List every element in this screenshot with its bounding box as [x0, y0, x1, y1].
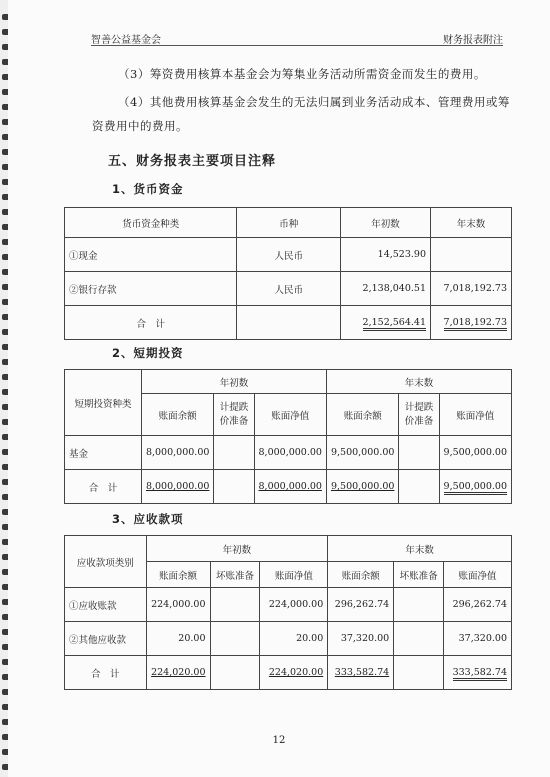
section-5-title: 五、财务报表主要项目注释: [108, 154, 277, 169]
table-row: [65, 436, 512, 470]
column-header: 计提跌价准备: [214, 394, 254, 436]
cell: 7,018,192.73: [431, 272, 512, 306]
total-row: [65, 470, 512, 504]
total-row: [65, 306, 512, 340]
column-header: 年末数: [431, 208, 512, 238]
cell: ①现金: [65, 238, 237, 272]
cell: 7,018,192.73: [444, 317, 507, 331]
cell: 2,152,564.41: [363, 317, 426, 331]
paragraph-4-line2: 资费用中的费用。: [92, 119, 188, 133]
cell: [210, 656, 260, 690]
cell: 2,138,040.51: [341, 272, 431, 306]
cell: 333,582.74: [453, 667, 507, 681]
page-header: [91, 29, 503, 46]
table-row: [65, 622, 512, 656]
cell: 合 计: [65, 470, 142, 504]
column-header: 货币资金种类: [65, 208, 237, 238]
cell: ①应收账款: [65, 588, 147, 622]
paragraph-3: （3）筹资费用核算本基金会为筹集业务活动所需资金而发生的费用。: [118, 67, 486, 81]
column-header: 年初数: [341, 208, 431, 238]
column-header: 账面余额: [141, 394, 213, 436]
cell: [214, 470, 254, 504]
column-header: 账面余额: [328, 562, 394, 588]
cell: 333,582.74: [334, 667, 390, 678]
cell: ②其他应收款: [65, 622, 147, 656]
column-group-header: 年初数: [141, 370, 326, 394]
cell: 296,262.74: [444, 588, 512, 622]
cell: [399, 436, 439, 470]
cell: [431, 238, 512, 272]
header-org: 智善公益基金会: [91, 35, 161, 46]
column-group-header: 年末数: [326, 370, 511, 394]
cell: 9,500,000.00: [330, 481, 395, 492]
paragraph-4-line1: （4）其他费用核算基金会发生的无法归属到业务活动成本、管理费用或筹: [118, 95, 510, 109]
cell: 9,500,000.00: [444, 481, 507, 495]
investment-title: 2、短期投资: [112, 346, 184, 360]
cell: 224,000.00: [146, 588, 210, 622]
table-header-row: [65, 370, 512, 394]
table-header-row: [65, 208, 512, 238]
column-header: 应收款项类别: [65, 536, 147, 588]
column-header: 账面净值: [254, 394, 326, 436]
cell: 224,020.00: [268, 667, 324, 678]
cell: 9,500,000.00: [439, 436, 511, 470]
table-row: [65, 588, 512, 622]
table-header-row: [65, 536, 512, 562]
column-header: 计提跌价准备: [399, 394, 439, 436]
column-header: 坏账准备: [210, 562, 260, 588]
cell: [214, 436, 254, 470]
cell: 296,262.74: [328, 588, 394, 622]
cell: 8,000,000.00: [254, 436, 326, 470]
cell: 人民币: [237, 272, 341, 306]
investment-table: [64, 369, 512, 504]
page-number: 12: [272, 735, 286, 746]
cell: 14,523.90: [341, 238, 431, 272]
table-row: [65, 272, 512, 306]
receivable-title: 3、应收款项: [112, 512, 184, 526]
column-header: 账面余额: [326, 394, 398, 436]
cell: 基金: [65, 436, 142, 470]
column-group-header: 年末数: [328, 536, 512, 562]
column-header: 短期投资种类: [65, 370, 142, 436]
cell: [210, 622, 260, 656]
header-doc-title: 财务报表附注: [443, 35, 503, 46]
cell: 8,000,000.00: [145, 481, 210, 492]
cell: [399, 470, 439, 504]
cell: 224,020.00: [151, 667, 206, 678]
column-header: 账面净值: [439, 394, 511, 436]
column-group-header: 年初数: [146, 536, 328, 562]
cell: [210, 588, 260, 622]
document-page: [8, 0, 550, 777]
cell: 37,320.00: [444, 622, 512, 656]
cell: 8,000,000.00: [141, 436, 213, 470]
cell: 8,000,000.00: [258, 481, 322, 492]
cell: 37,320.00: [328, 622, 394, 656]
cell: 合 计: [65, 656, 147, 690]
cell: 20.00: [146, 622, 210, 656]
cell: [394, 622, 444, 656]
table-row: [65, 238, 512, 272]
cell: ②银行存款: [65, 272, 237, 306]
total-row: [65, 656, 512, 690]
cash-title: 1、货币资金: [112, 182, 184, 196]
column-header: 币种: [237, 208, 341, 238]
cell: [237, 306, 341, 340]
cash-table: [64, 207, 512, 340]
cell: 合 计: [65, 306, 237, 340]
column-header: 账面净值: [444, 562, 512, 588]
cell: 人民币: [237, 238, 341, 272]
cell: [394, 656, 444, 690]
cell: 20.00: [260, 622, 328, 656]
column-header: 坏账准备: [394, 562, 444, 588]
cell: [394, 588, 444, 622]
receivable-table: [64, 535, 512, 690]
cell: 224,000.00: [260, 588, 328, 622]
cell: 9,500,000.00: [326, 436, 398, 470]
column-header: 账面余额: [146, 562, 210, 588]
column-header: 账面净值: [260, 562, 328, 588]
